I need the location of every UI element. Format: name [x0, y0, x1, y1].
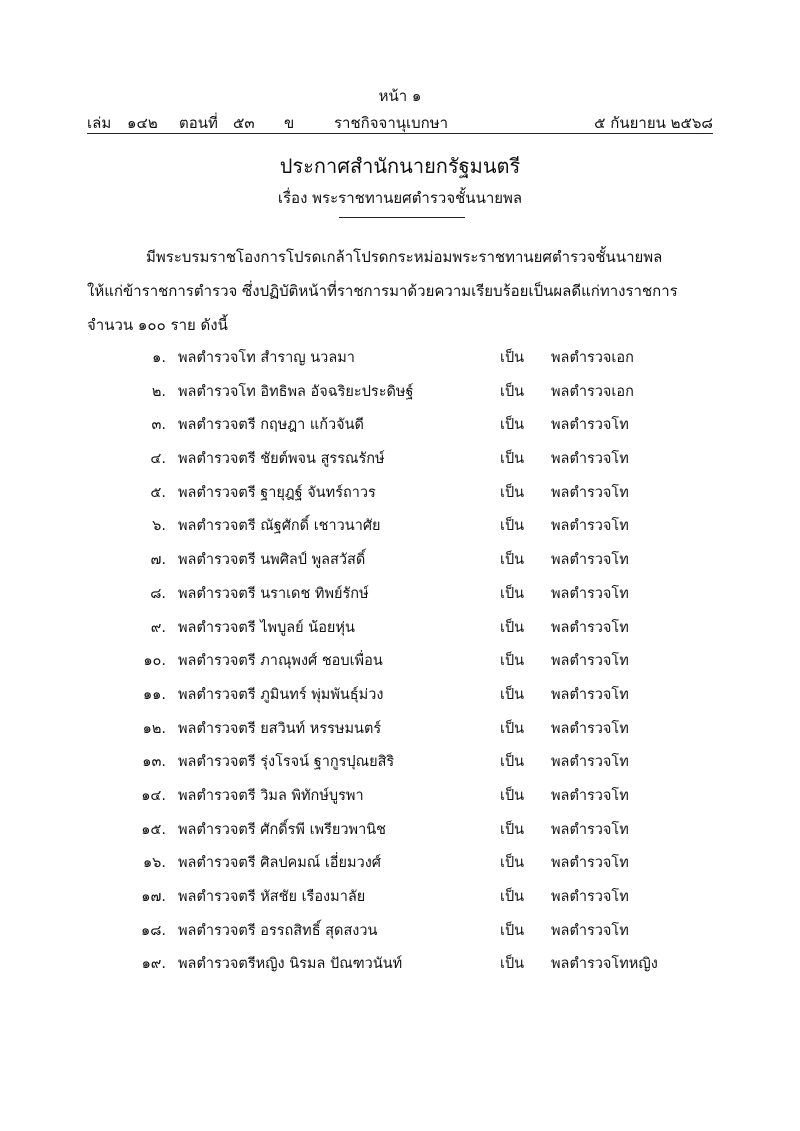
list-item — [0, 913, 800, 947]
item-number: ๑๓. — [142, 754, 166, 771]
list-item — [0, 475, 800, 509]
officer-name: พลตำรวจตรี ศักดิ์รพี เพรียวพานิช — [178, 821, 386, 838]
new-rank: พลตำรวจโท — [551, 518, 629, 535]
officer-name: พลตำรวจตรี ฐายุฎฐ์ จันทร์ถาวร — [178, 484, 376, 501]
list-item — [0, 879, 800, 913]
promotion-verb: เป็น — [500, 417, 525, 434]
item-number: ๑๙. — [141, 956, 166, 973]
new-rank: พลตำรวจโท — [551, 619, 629, 636]
promotion-verb: เป็น — [500, 787, 525, 804]
promotion-verb: เป็น — [500, 855, 525, 872]
new-rank: พลตำรวจโท — [551, 451, 629, 468]
promotion-verb: เป็น — [500, 552, 525, 569]
header-divider — [87, 133, 713, 134]
list-item — [0, 508, 800, 542]
item-number: ๔. — [150, 451, 166, 468]
officer-name: พลตำรวจตรี ศิลปคมณ์ เอี่ยมวงศ์ — [178, 855, 381, 872]
list-item — [0, 441, 800, 475]
gazette-header — [87, 111, 713, 131]
part-letter: ข — [284, 114, 295, 132]
item-number: ๑๖. — [142, 855, 166, 872]
new-rank: พลตำรวจโท — [551, 417, 629, 434]
announcement-subject: เรื่อง พระราชทานยศตำรวจชั้นนายพล — [277, 189, 523, 207]
page-number: หน้า ๑ — [378, 87, 422, 105]
promotion-verb: เป็น — [500, 754, 525, 771]
list-item — [0, 576, 800, 610]
item-number: ๑๐. — [143, 653, 166, 670]
item-number: ๖. — [152, 518, 166, 535]
officer-name: พลตำรวจตรี วิมล พิทักษ์บูรพา — [178, 787, 364, 804]
list-item — [0, 374, 800, 408]
officer-name: พลตำรวจตรี รุ่งโรจน์ ฐากูรปุณยสิริ — [178, 754, 395, 771]
gazette-name: ราชกิจจานุเบกษา — [334, 114, 449, 132]
title-divider — [339, 217, 465, 218]
publication-date: ๕ กันยายน ๒๕๖๘ — [594, 114, 713, 132]
intro-line-3: จำนวน ๑๐๐ ราย ดังนี้ — [87, 316, 228, 334]
new-rank: พลตำรวจโท — [551, 754, 629, 771]
officer-name: พลตำรวจตรี หัสชัย เรืองมาลัย — [178, 889, 366, 905]
item-number: ๑. — [152, 350, 166, 366]
volume-number: ๑๔๒ — [127, 114, 158, 132]
officer-name: พลตำรวจโท สำราญ นวลมา — [178, 350, 355, 366]
item-number: ๑๕. — [141, 821, 166, 838]
item-number: ๕. — [150, 484, 166, 501]
promotion-verb: เป็น — [500, 653, 525, 670]
list-item — [0, 340, 800, 374]
promotion-verb: เป็น — [500, 619, 525, 636]
new-rank: พลตำรวจโท — [551, 552, 629, 569]
new-rank: พลตำรวจโท — [551, 787, 629, 804]
intro-line-1: มีพระบรมราชโองการโปรดเกล้าโปรดกระหม่อมพระราชทานยศตำรวจชั้นนายพล — [146, 248, 663, 266]
new-rank: พลตำรวจเอก — [551, 350, 634, 366]
officer-name: พลตำรวจตรี ณัฐศักดิ์ เชาวนาศัย — [178, 518, 381, 535]
promotion-verb: เป็น — [500, 383, 525, 400]
promotion-verb: เป็น — [500, 451, 525, 468]
promotion-verb: เป็น — [500, 585, 525, 602]
officer-name: พลตำรวจตรี ภาณุพงศ์ ชอบเพื่อน — [178, 653, 383, 670]
officer-name: พลตำรวจโท อิทธิพล อัจฉริยะประดิษฐ์ — [178, 383, 414, 400]
new-rank: พลตำรวจโท — [551, 720, 629, 737]
list-item — [0, 643, 800, 677]
promotion-verb: เป็น — [500, 922, 525, 939]
new-rank: พลตำรวจโท — [551, 889, 629, 905]
promotion-verb: เป็น — [500, 956, 525, 973]
new-rank: พลตำรวจโท — [551, 484, 629, 501]
announcement-title: ประกาศสำนักนายกรัฐมนตรี — [279, 154, 521, 178]
new-rank: พลตำรวจโท — [551, 653, 629, 670]
promotion-verb: เป็น — [500, 821, 525, 838]
item-number: ๙. — [150, 619, 166, 636]
officer-name: พลตำรวจตรี ชัยต์พจน สูรรณรักษ์ — [178, 451, 385, 468]
list-item — [0, 744, 800, 778]
officer-name: พลตำรวจตรี นพศิลป์ พูลสวัสดิ์ — [178, 552, 366, 569]
item-number: ๑๘. — [141, 922, 166, 939]
officer-name: พลตำรวจตรี ภูมินทร์ พุ่มพันธุ์ม่วง — [178, 686, 384, 703]
item-number: ๑๗. — [141, 889, 166, 905]
section-number: ๕๓ — [233, 114, 255, 132]
list-item — [0, 711, 800, 745]
list-item — [0, 778, 800, 812]
section-label: ตอนที่ — [179, 114, 218, 132]
volume-label: เล่ม — [87, 114, 112, 132]
new-rank: พลตำรวจโท — [551, 686, 629, 703]
promotion-verb: เป็น — [500, 350, 525, 366]
list-item — [0, 677, 800, 711]
item-number: ๑๒. — [142, 720, 166, 737]
new-rank: พลตำรวจโท — [551, 821, 629, 838]
new-rank: พลตำรวจโท — [551, 855, 629, 872]
new-rank: พลตำรวจโท — [551, 922, 629, 939]
promotion-verb: เป็น — [500, 720, 525, 737]
officer-name: พลตำรวจตรี กฤษฎา แก้วจันดี — [178, 417, 364, 434]
list-item — [0, 542, 800, 576]
intro-line-2: ให้แก่ข้าราชการตำรวจ ซึ่งปฏิบัติหน้าที่ราชการมาด้วยความเรียบร้อยเป็นผลดีแก่ทางราชการ — [87, 282, 678, 300]
new-rank: พลตำรวจเอก — [551, 383, 634, 400]
item-number: ๓. — [151, 417, 166, 434]
officer-name: พลตำรวจตรี ยสวินท์ หรรษมนตร์ — [178, 720, 382, 737]
promotion-verb: เป็น — [500, 518, 525, 535]
list-item — [0, 845, 800, 879]
officer-name: พลตำรวจตรีหญิง นิรมล ปัณฑวนันท์ — [178, 956, 403, 973]
new-rank: พลตำรวจโท — [551, 585, 629, 602]
item-number: ๑๔. — [141, 787, 166, 804]
item-number: ๗. — [150, 552, 166, 569]
promotion-verb: เป็น — [500, 686, 525, 703]
list-item — [0, 946, 800, 980]
item-number: ๒. — [151, 383, 166, 400]
item-number: ๘. — [150, 585, 166, 602]
officer-name: พลตำรวจตรี อรรถสิทธิ์ สุดสงวน — [178, 922, 378, 939]
officer-name: พลตำรวจตรี ไพบูลย์ น้อยหุ่น — [178, 619, 355, 636]
officer-name: พลตำรวจตรี นราเดช ทิพย์รักษ์ — [178, 585, 369, 602]
promotion-verb: เป็น — [500, 484, 525, 501]
new-rank: พลตำรวจโทหญิง — [551, 956, 658, 973]
item-number: ๑๑. — [142, 686, 166, 703]
list-item — [0, 812, 800, 846]
list-item — [0, 407, 800, 441]
promotion-list — [0, 340, 800, 980]
promotion-verb: เป็น — [500, 889, 525, 905]
list-item — [0, 610, 800, 644]
